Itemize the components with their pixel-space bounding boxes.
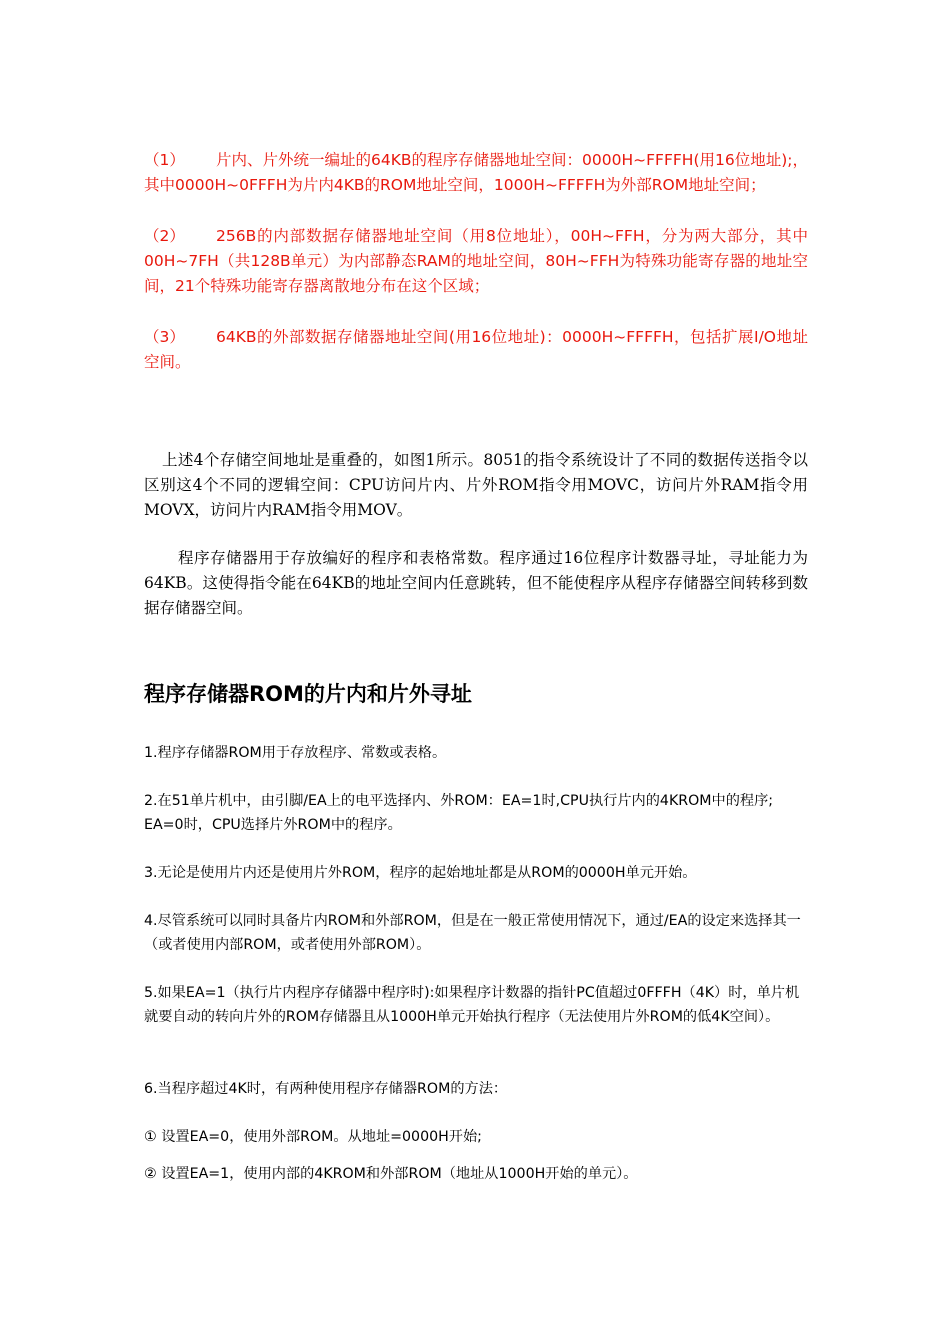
body-paragraph: 上述4个存储空间地址是重叠的，如图1所示。8051的指令系统设计了不同的数据传送指令以区别这4个不同的逻辑空间：CPU访问片内、片外ROM指令用MOVC，访问片外RAM指令用MOVX，访问片内RAM指令用MOV。: [144, 451, 808, 519]
list-item-number: （1）: [144, 151, 185, 169]
list-item: [144, 224, 808, 299]
list-item-text: 256B的内部数据存储器地址空间（用8位地址），00H~FFH，分为两大部分，其中00H~7FH（共128B单元）为内部静态RAM的地址空间，80H~FFH为特殊功能寄存器的地址空间，21个特殊功能寄存器离散地分布在这个区域；: [144, 227, 808, 295]
list-item: 5.如果EA=1（执行片内程序存储器中程序时):如果程序计数器的指针PC值超过0FFFH（4K）时，单片机就要自动的转向片外的ROM存储器且从1000H单元开始执行程序（无法使用片外ROM的低4K空间）。: [144, 985, 800, 1025]
list-item: 1.程序存储器ROM用于存放程序、常数或表格。: [144, 745, 447, 761]
sub-item: ① 设置EA=0，使用外部ROM。从地址=0000H开始;: [144, 1129, 482, 1145]
list-item: 2.在51单片机中，由引脚/EA上的电平选择内、外ROM：EA=1时,CPU执行片内的4KROM中的程序; EA=0时，CPU选择片外ROM中的程序。: [144, 793, 774, 833]
list-item: [144, 148, 808, 198]
sub-item: ② 设置EA=1，使用内部的4KROM和外部ROM（地址从1000H开始的单元）。: [144, 1166, 638, 1182]
list-item-text: 片内、片外统一编址的64KB的程序存储器地址空间：0000H~FFFFH(用16位地址);，其中0000H~0FFFH为片内4KB的ROM地址空间，1000H~FFFFH为外部ROM地址空间；: [144, 151, 808, 194]
list-item: [144, 325, 808, 375]
body-paragraph: 程序存储器用于存放编好的程序和表格常数。程序通过16位程序计数器寻址，寻址能力为64KB。这使得指令能在64KB的地址空间内任意跳转，但不能使程序从程序存储器空间转移到数据存储器空间。: [144, 549, 808, 617]
section-heading: 程序存储器ROM的片内和片外寻址: [144, 682, 472, 706]
list-item: 6.当程序超过4K时，有两种使用程序存储器ROM的方法：: [144, 1081, 508, 1097]
red-list: [144, 148, 808, 375]
list-item-text: 64KB的外部数据存储器地址空间(用16位地址)：0000H~FFFFH，包括扩展I/O地址空间。: [144, 328, 808, 371]
list-item-number: （2）: [144, 227, 185, 245]
list-item-number: （3）: [144, 328, 185, 346]
list-item: 4.尽管系统可以同时具备片内ROM和外部ROM，但是在一般正常使用情况下，通过/EA的设定来选择其一（或者使用内部ROM，或者使用外部ROM）。: [144, 913, 801, 953]
list-item: 3.无论是使用片内还是使用片外ROM，程序的起始地址都是从ROM的0000H单元开始。: [144, 865, 697, 881]
